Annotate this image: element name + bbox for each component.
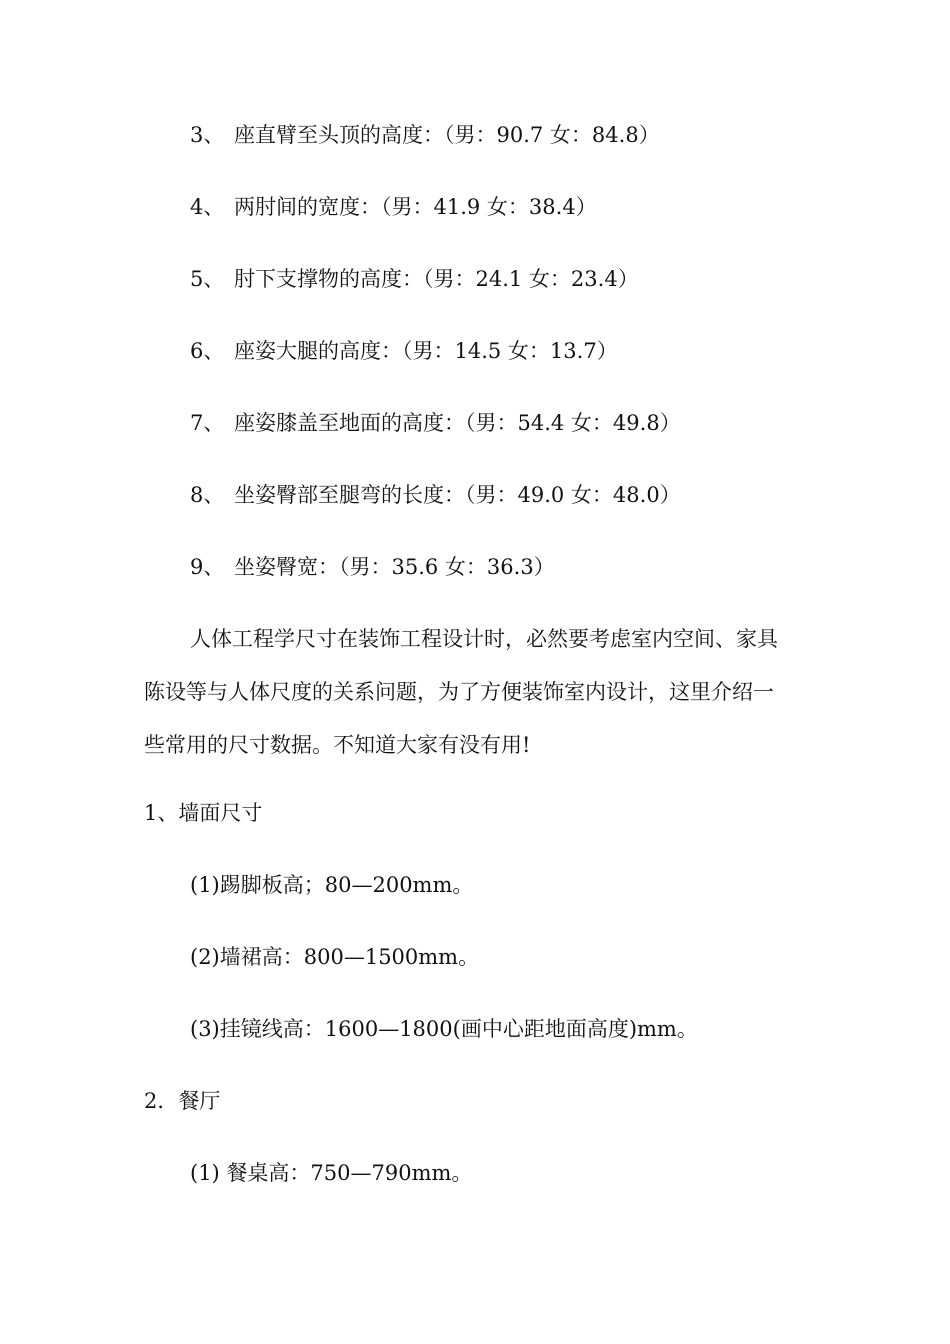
item-number: 4、 <box>190 195 225 219</box>
item-text: 坐姿臀宽：（男：35.6 女：36.3） <box>234 555 555 579</box>
list-item <box>190 337 618 365</box>
section-item: (1) 餐桌高：750—790mm。 <box>190 1161 473 1185</box>
item-number: 8、 <box>190 483 225 507</box>
item-text: 座姿大腿的高度：（男：14.5 女：13.7） <box>234 339 618 363</box>
paragraph-line: 些常用的尺寸数据。不知道大家有没有用! <box>144 733 531 757</box>
list-item <box>190 265 639 293</box>
item-number: 9、 <box>190 555 225 579</box>
item-text: 座姿膝盖至地面的高度：（男：54.4 女：49.8） <box>234 411 681 435</box>
item-number: 7、 <box>190 411 225 435</box>
paragraph-line: 陈设等与人体尺度的关系问题，为了方便装饰室内设计，这里介绍一 <box>144 680 774 704</box>
list-item <box>190 553 555 581</box>
list-item <box>190 193 597 221</box>
item-text: 肘下支撑物的高度：（男：24.1 女：23.4） <box>234 267 639 291</box>
list-item <box>190 481 681 509</box>
item-number: 6、 <box>190 339 225 363</box>
item-text: 两肘间的宽度：（男：41.9 女：38.4） <box>234 195 597 219</box>
section-heading: 1、墙面尺寸 <box>144 801 263 825</box>
list-item <box>190 121 660 149</box>
section-item: (1)踢脚板高；80—200mm。 <box>190 873 474 897</box>
item-text: 坐姿臀部至腿弯的长度：（男：49.0 女：48.0） <box>234 483 681 507</box>
list-item <box>190 409 681 437</box>
section-item: (2)墙裙高：800—1500mm。 <box>190 945 480 969</box>
item-text: 座直臂至头顶的高度：（男：90.7 女：84.8） <box>234 123 660 147</box>
item-number: 3、 <box>190 123 225 147</box>
section-item: (3)挂镜线高：1600—1800(画中心距地面高度)mm。 <box>190 1017 698 1041</box>
item-number: 5、 <box>190 267 225 291</box>
section-heading: 2．餐厅 <box>144 1089 221 1113</box>
paragraph-line: 人体工程学尺寸在装饰工程设计时，必然要考虑室内空间、家具 <box>190 627 778 651</box>
